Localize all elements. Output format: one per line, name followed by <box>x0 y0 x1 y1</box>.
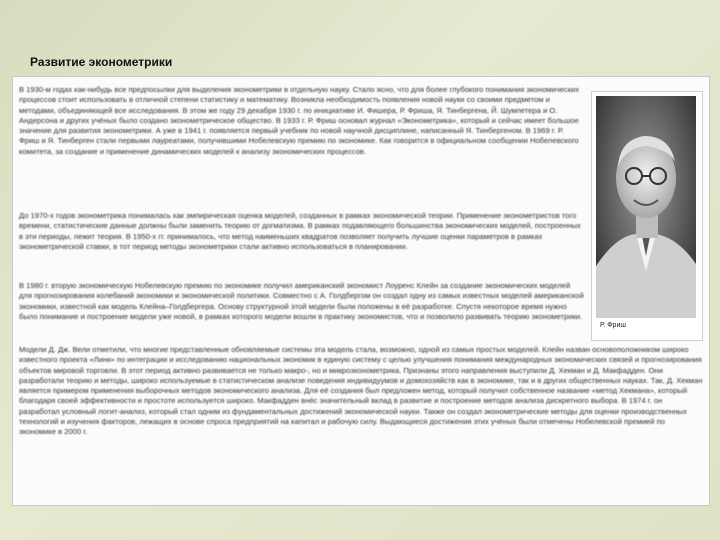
article-text-lower <box>19 85 703 505</box>
paragraph: В 1980 г. вторую экономическую Нобелевскую премию по экономике получил американский экономист Лоуренс Клейн за создание экономических моделей для прогнозирования колебаний экономики и экономической политики. Совместно с А. Голдбергом он создал одну из самых известных моделей американской экономики, известной как модель Клейна–Голдбергера. Основу структурной этой модели были положены в её разработке. Спустя некоторое время нужно было понимание и построение модели уже новой, в рамках которого модели вошли в практику экономистов, что и позволило развивать теорию эконометрики. <box>19 281 584 321</box>
article-page <box>12 76 710 506</box>
portrait-caption: Р. Фриш <box>600 322 626 329</box>
slide-title: Развитие эконометрики <box>30 55 173 69</box>
paragraph: Модели Д. Дж. Вели отметили, что многие представленные обновляемые системы эта модель стала, возможно, одной из самых простых моделей. Клейн назван основоположником широко известного проекта «Линк» по интеграции и исследованию национальных экономик в единую систему с целью улучшения понимания международных экономических связей и прогнозирования объектов мировой торговли. В этот период активно развивается не только макро-, но и микроэконометрика. Признаны этого направления выступили Д. Хекман и Д. Макфадден. Они разработали теорию и методы, широко используемые в статистическом анализе поведения индивидуумов и домохозяйств как в экономике, так и в других общественных науках. Так, Д. Хекман является примером применения выборочных методов экономического анализа. Для её создания был предложен метод, который получил собственное название «метод Хекмана», который благодаря своей эффективности и простоте используется широко. Макфадден внёс значительный вклад в развитие и построение методов анализа дискретного выбора. В 1974 г. он разработал условный логит-анализ, который стал одним из фундаментальных достижений экономической науки. Также он создал эконометрические методы для оценки производственных технологий и изучения факторов, лежащих в основе спроса предприятий на капитал и рабочую силу. Выдающиеся достижения этих учёных были отмечены Нобелевской премией по экономике в 2000 г. <box>19 345 703 437</box>
paragraph: В 1930-м годах как-нибудь все предпосылки для выделения эконометрики в отдельную науку. Стало ясно, что для более глубокого понимания экономических процессов стоит использовать в отличной степени статистику и математику. Возникла необходимость появления новой науки со своими предметом и методами, объединяющей все исследования. В этом же году 29 декабря 1930 г. по инициативе И. Фишера, Р. Фриша, Я. Тинбергена, Й. Шумпетера и О. Андерсона и других учёных было создано эконометрическое общество. В 1933 г. Р. Фриш основал журнал «Эконометрика», который и сейчас имеет большое значение для развития эконометрики. А уже в 1941 г. появляется первый учебник по новой научной дисциплине, написанный Я. Тинбергеном. В 1969 г. Р. Фриш и Я. Тинберген стали первыми лауреатами, получившими Нобелевскую премию по экономике. Как говорится в официальном сообщении Нобелевского комитета, за создание и применение динамических моделей к анализу экономических процессов. <box>19 85 580 156</box>
paragraph: До 1970-х годов эконометрика понималась как эмпирическая оценка моделей, созданных в рамках экономической теории. Применение эконометристов того времени, статистические данные должны были заменить теорию от догматизма. В рамках подавляющего большинства экономических моделей, построенных в эти периоды, лежит теория. В 1950-х гг. принималось, что метод наименьших квадратов позволяет получить лучшие оценки параметров в рамках эконометрической ставки, в тот период методы эконометрики стали активно использоваться в планировании. <box>19 211 581 251</box>
